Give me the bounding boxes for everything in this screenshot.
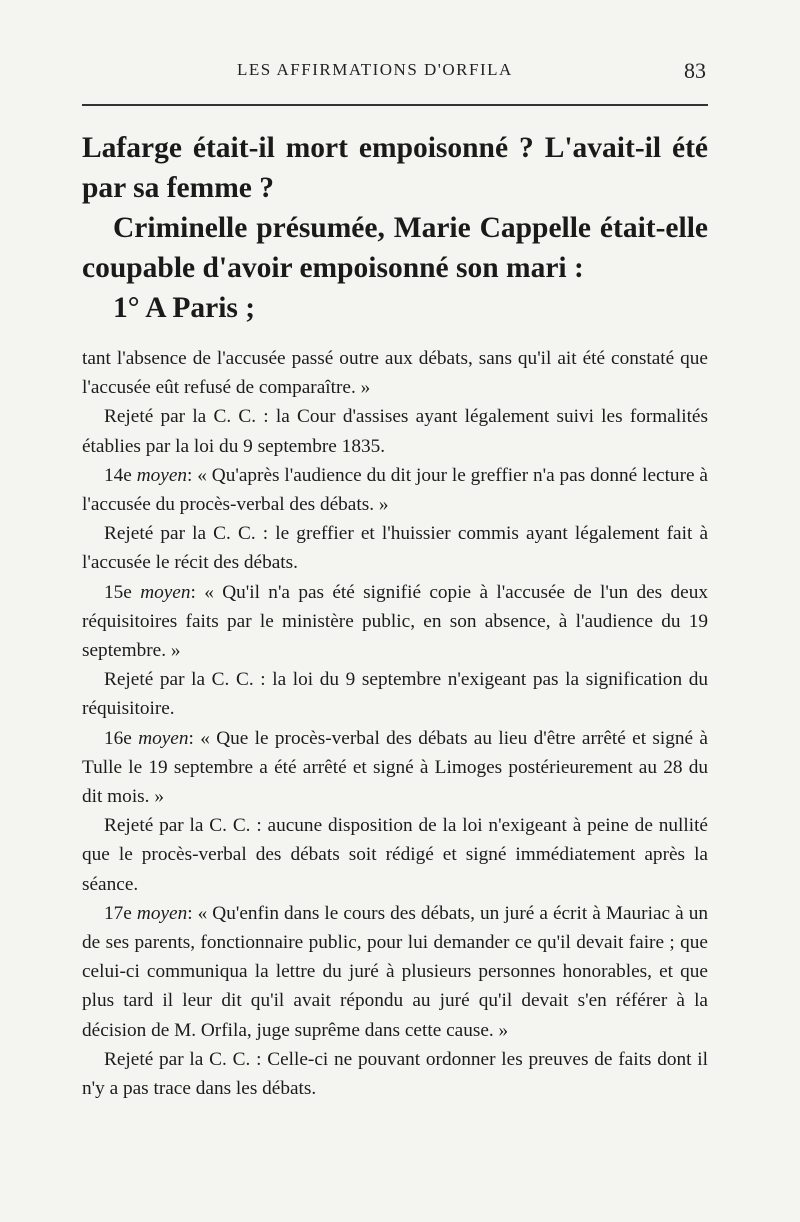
paragraph: tant l'absence de l'accusée passé outre aux débats, sans qu'il ait été constaté que l'accusée eût refusé de comparaître. » (82, 348, 708, 399)
moyen-number: 16e (104, 727, 132, 749)
moyen-text: : « Que le procès-verbal des débats au lieu d'être arrêté et signé à Tulle le 19 septembre a été arrêté et signé à Limoges postérieurement au 28 du dit mois. » (82, 727, 708, 808)
heading-item-paris: 1° A Paris ; (113, 292, 256, 324)
moyen-label: moyen (136, 902, 188, 924)
moyen-number: 15e (104, 581, 132, 603)
body-text (82, 344, 708, 1103)
moyen-number: 17e (104, 902, 132, 924)
running-title: LES AFFIRMATIONS D'ORFILA (237, 60, 513, 79)
paragraph: Rejeté par la C. C. : Celle-ci ne pouvant ordonner les preuves de faits dont il n'y a pas trace dans les débats. (82, 1048, 708, 1100)
page-number: 83 (684, 58, 706, 83)
paragraph: Rejeté par la C. C. : la loi du 9 septembre n'exigeant pas la signification du réquisitoire. (82, 669, 708, 720)
paragraph-moyen-16 (82, 724, 708, 812)
moyen-text: : « Qu'enfin dans le cours des débats, un juré a écrit à Mauriac à un de ses parents, fonctionnaire public, pour lui demander ce qu'il devait faire ; que celui-ci communiqua la lettre du juré à plusieurs personnes honorables, et que plus tard il leur dit qu'il avait répondu au juré qu'il devait s'en référer à la décision de M. Orfila, juge suprême dans cette cause. » (82, 902, 708, 1041)
moyen-label: moyen (140, 581, 191, 603)
moyen-label: moyen (138, 727, 189, 749)
paragraph: Rejeté par la C. C. : la Cour d'assises ayant légalement suivi les formalités établies par la loi du 9 septembre 1835. (82, 406, 708, 457)
moyen-label: moyen (136, 464, 188, 486)
paragraph: Rejeté par la C. C. : le greffier et l'huissier commis ayant légalement fait à l'accusée le récit des débats. (82, 523, 708, 574)
moyen-text: : « Qu'après l'audience du dit jour le greffier n'a pas donné lecture à l'accusée du procès-verbal des débats. » (82, 464, 708, 516)
heading-question-1: Lafarge était-il mort empoisonné ? L'avait-il été par sa femme ? (82, 132, 708, 204)
paragraph: Rejeté par la C. C. : aucune disposition de la loi n'exigeant à peine de nullité que le procès-verbal des débats soit rédigé et signé immédiatement après la séance. (82, 815, 708, 895)
header-rule (82, 104, 708, 106)
paragraph-moyen-14 (82, 461, 708, 519)
moyen-number: 14e (104, 464, 132, 486)
heading-question-2: Criminelle présumée, Marie Cappelle était-elle coupable d'avoir empoisonné son mari : (82, 212, 708, 284)
section-headings (82, 128, 708, 328)
paragraph-moyen-15 (82, 578, 708, 666)
paragraph-moyen-17 (82, 899, 708, 1045)
moyen-text: : « Qu'il n'a pas été signifié copie à l'accusée de l'un des deux réquisitoires faits par le ministère public, en son absence, à l'audience du 19 septembre. » (82, 581, 708, 662)
